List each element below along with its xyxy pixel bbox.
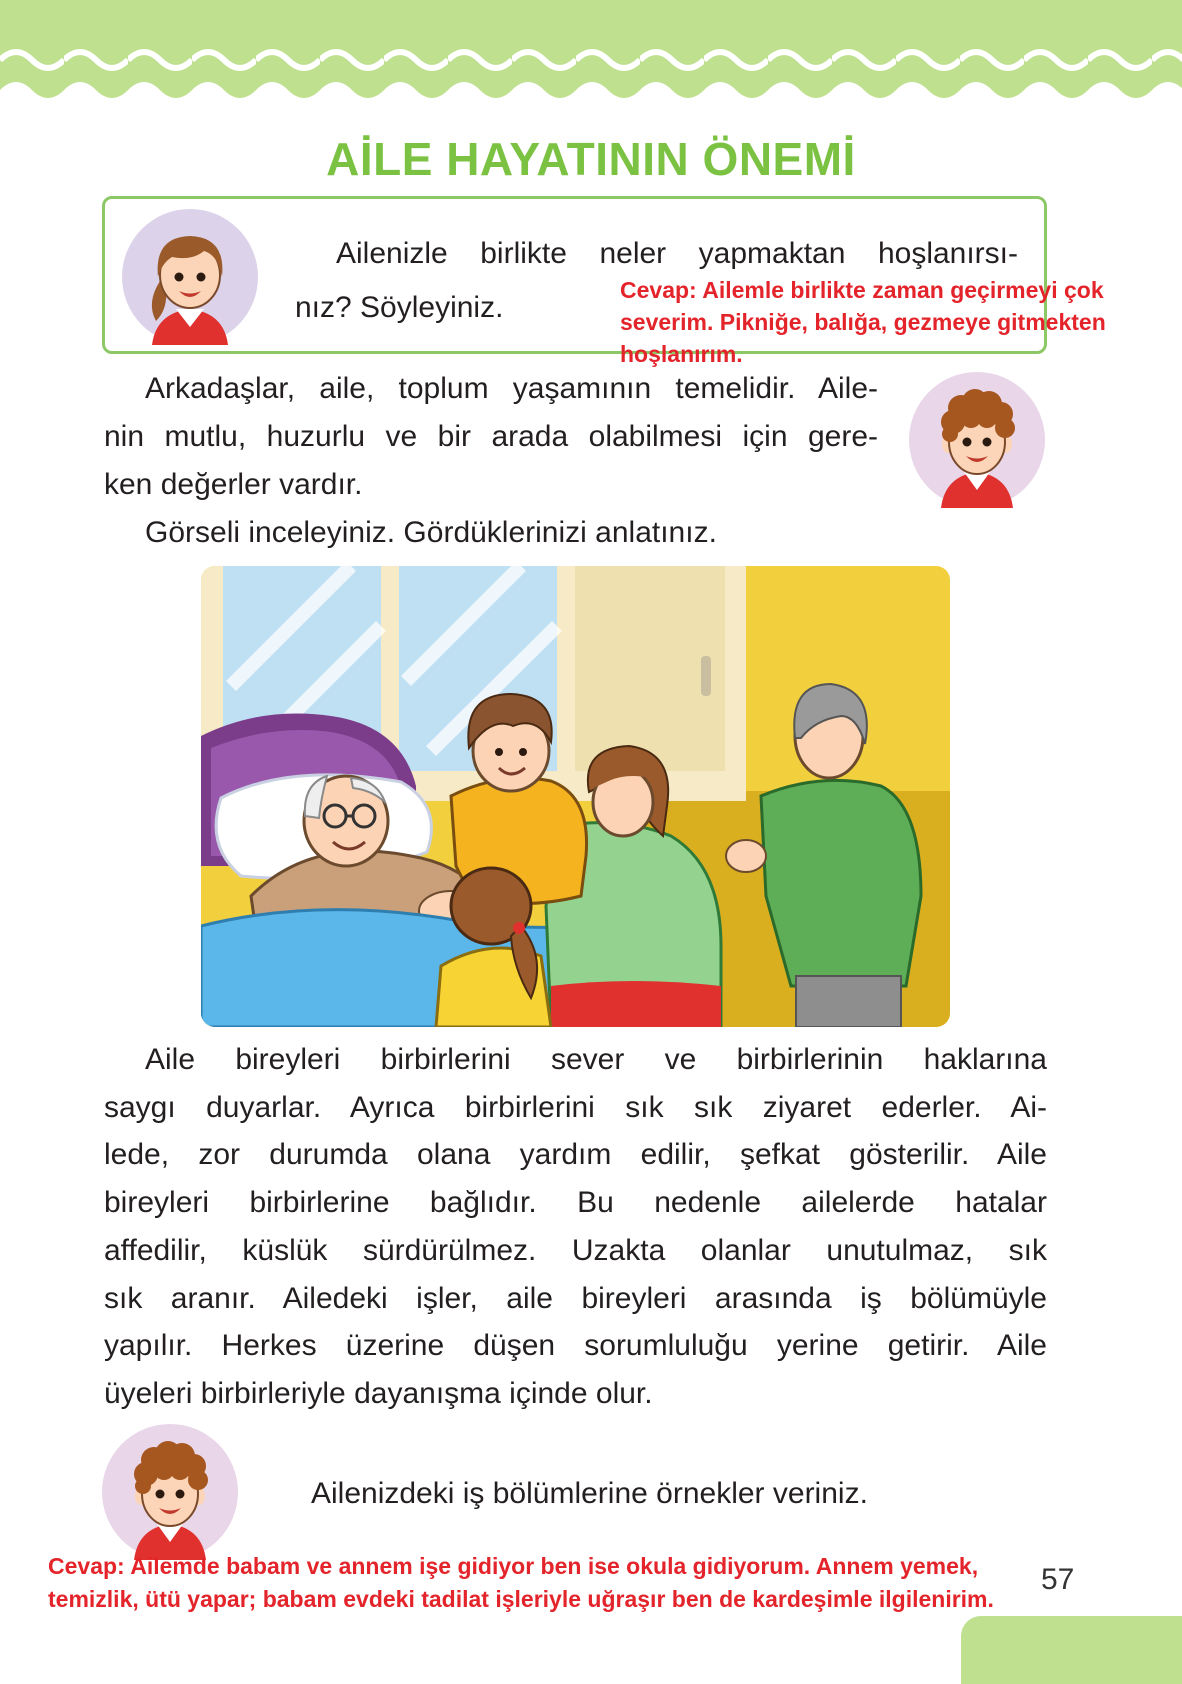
answer-2-line: temizlik, ütü yapar; babam evdeki tadilat işleriyle uğraşır ben de kardeşimle ilgilenirim. — [48, 1586, 994, 1612]
top-wave-band — [0, 0, 1182, 110]
body-line: saygı duyarlar. Ayrıca birbirlerini sık sık ziyaret ederler. Ai- — [104, 1090, 1047, 1124]
bottom-corner-tab — [961, 1616, 1182, 1684]
boy-avatar-icon — [909, 372, 1045, 508]
answer-1-line: severim. Pikniğe, balığa, gezmeye gitmekten — [620, 309, 1106, 335]
family-illustration — [201, 566, 950, 1027]
answer-2-line: Cevap: Ailemde babam ve annem işe gidiyor ben ise okula gidiyorum. Annem yemek, — [48, 1553, 979, 1579]
answer-2 — [48, 1550, 994, 1616]
boy-avatar-icon — [102, 1424, 238, 1560]
intro-line: ken değerler vardır. — [104, 468, 363, 501]
question-2: Ailenizdeki iş bölümlerine örnekler veriniz. — [311, 1477, 868, 1510]
page-number: 57 — [1041, 1563, 1075, 1596]
answer-1-line: hoşlanırım. — [620, 341, 743, 367]
intro-line: Görseli inceleyiniz. Gördüklerinizi anlatınız. — [145, 516, 717, 549]
body-line: bireyleri birbirlerine bağlıdır. Bu nedenle ailelerde hatalar — [104, 1186, 1047, 1220]
question-box-line-1: Ailenizle birlikte neler yapmaktan hoşlanırsı- — [336, 237, 1018, 270]
page-title: AİLE HAYATININ ÖNEMİ — [326, 133, 856, 185]
answer-1 — [620, 274, 1106, 370]
body-line: sık aranır. Ailedeki işler, aile bireyleri arasında iş bölümüyle — [104, 1281, 1047, 1315]
body-paragraph — [0, 1036, 1182, 1420]
question-box-line-2: nız? Söyleyiniz. — [295, 291, 504, 324]
body-line: affedilir, küslük sürdürülmez. Uzakta olanlar unutulmaz, sık — [104, 1233, 1047, 1267]
body-line: Aile bireyleri birbirlerini sever ve birbirlerinin haklarına — [145, 1043, 1047, 1076]
intro-line: Arkadaşlar, aile, toplum yaşamının temelidir. Aile- — [145, 372, 878, 405]
intro-line: nin mutlu, huzurlu ve bir arada olabilmesi için gere- — [104, 420, 878, 453]
girl-avatar-icon — [122, 209, 258, 345]
body-line: yapılır. Herkes üzerine düşen sorumluluğu yerine getirir. Aile — [104, 1329, 1047, 1363]
body-line: lede, zor durumda olana yardım edilir, şefkat gösterilir. Aile — [104, 1138, 1047, 1172]
body-line: üyeleri birbirleriyle dayanışma içinde olur. — [104, 1376, 653, 1410]
answer-1-line: Cevap: Ailemle birlikte zaman geçirmeyi çok — [620, 277, 1104, 303]
